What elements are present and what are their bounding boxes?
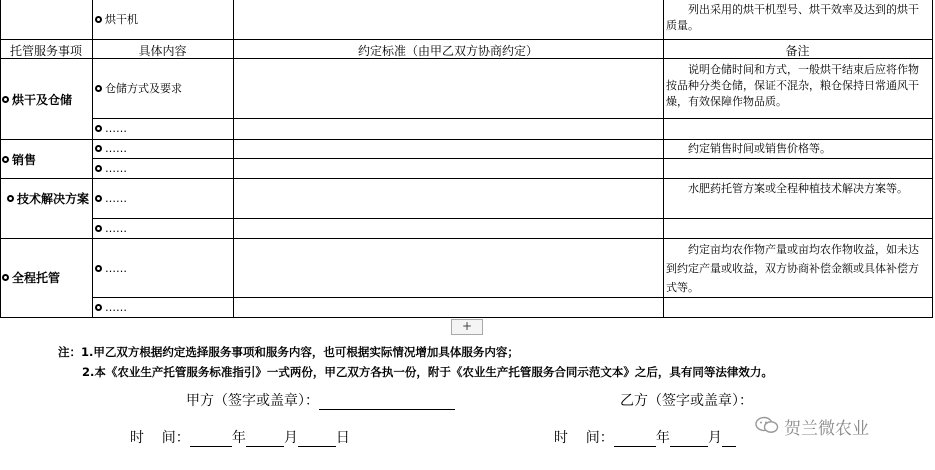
party-a-signature-line[interactable] xyxy=(319,395,455,410)
month-field[interactable] xyxy=(670,432,708,447)
header-content: 具体内容 xyxy=(138,44,187,58)
table-row: …… xyxy=(95,121,127,136)
header-standard: 约定标准（由甲乙双方协商约定） xyxy=(357,44,538,58)
category-full-custody: 全程托管 xyxy=(2,269,60,286)
wechat-icon xyxy=(755,416,779,434)
bullet-icon xyxy=(2,156,9,163)
bullet-icon xyxy=(95,85,102,92)
table-row: …… xyxy=(95,161,127,176)
table-row: …… xyxy=(95,191,127,206)
top-row-remark: 列出采用的烘干机型号、烘干效率及达到的烘干质量。 xyxy=(666,3,919,32)
table-row: …… xyxy=(95,221,127,236)
note-line-1: 注：1.甲乙双方根据约定选择服务事项和服务内容，也可根据实际情况增加具体服务内容； xyxy=(58,345,519,359)
party-b-signature: 乙方（签字或盖章）： xyxy=(620,393,753,409)
row-remark: 约定亩均农作物产量或亩均农作物收益，如未达到约定产量或收益，双方协商补偿金额或具体补偿方式等。 xyxy=(666,243,919,294)
note-line-2: 2.本《农业生产托管服务标准指引》一式两份，甲乙双方各执一份，附于《农业生产托管服务合同示范文本》之后，具有同等法律效力。 xyxy=(82,365,773,379)
category-sales: 销售 xyxy=(2,151,36,168)
category-tech-solution: 技术解决方案 xyxy=(6,190,90,208)
bullet-icon xyxy=(95,195,102,202)
party-b-date: 时 间： 年 月 xyxy=(554,427,736,447)
table-row: …… xyxy=(95,300,127,315)
year-field[interactable] xyxy=(614,432,656,447)
month-field[interactable] xyxy=(246,432,284,447)
day-field[interactable] xyxy=(298,432,336,447)
header-remark: 备注 xyxy=(785,44,810,58)
category-drying-storage: 烘干及仓储 xyxy=(2,91,72,108)
bullet-icon xyxy=(95,16,102,23)
bullet-icon xyxy=(2,96,9,103)
row-remark: 说明仓储时间和方式，一般烘干结束后应将作物按品种分类仓储，保证不混杂，粮仓保持日常通风干燥，有效保障作物品质。 xyxy=(666,63,919,108)
add-row-button[interactable]: + xyxy=(451,319,483,335)
bullet-icon xyxy=(95,304,102,311)
table-row: 仓储方式及要求 xyxy=(95,81,182,96)
row-remark: 水肥药托管方案或全程种植技术解决方案等。 xyxy=(688,182,908,195)
top-row-content: 烘干机 xyxy=(95,12,138,27)
bullet-icon xyxy=(95,265,102,272)
bullet-icon xyxy=(7,195,14,202)
row-remark: 约定销售时间或销售价格等。 xyxy=(688,142,831,155)
table-row: …… xyxy=(95,141,127,156)
bullet-icon xyxy=(95,165,102,172)
year-field[interactable] xyxy=(190,432,232,447)
watermark: 贺兰微农业 xyxy=(784,419,869,439)
day-field[interactable] xyxy=(722,432,736,447)
party-a-date: 时 间： 年 月 日 xyxy=(130,430,350,446)
bullet-icon xyxy=(2,274,9,281)
table-row: …… xyxy=(95,261,127,276)
bullet-icon xyxy=(95,225,102,232)
party-a-signature: 甲方（签字或盖章）： xyxy=(186,390,455,410)
header-service-item: 托管服务事项 xyxy=(9,44,82,58)
bullet-icon xyxy=(95,145,102,152)
bullet-icon xyxy=(95,125,102,132)
